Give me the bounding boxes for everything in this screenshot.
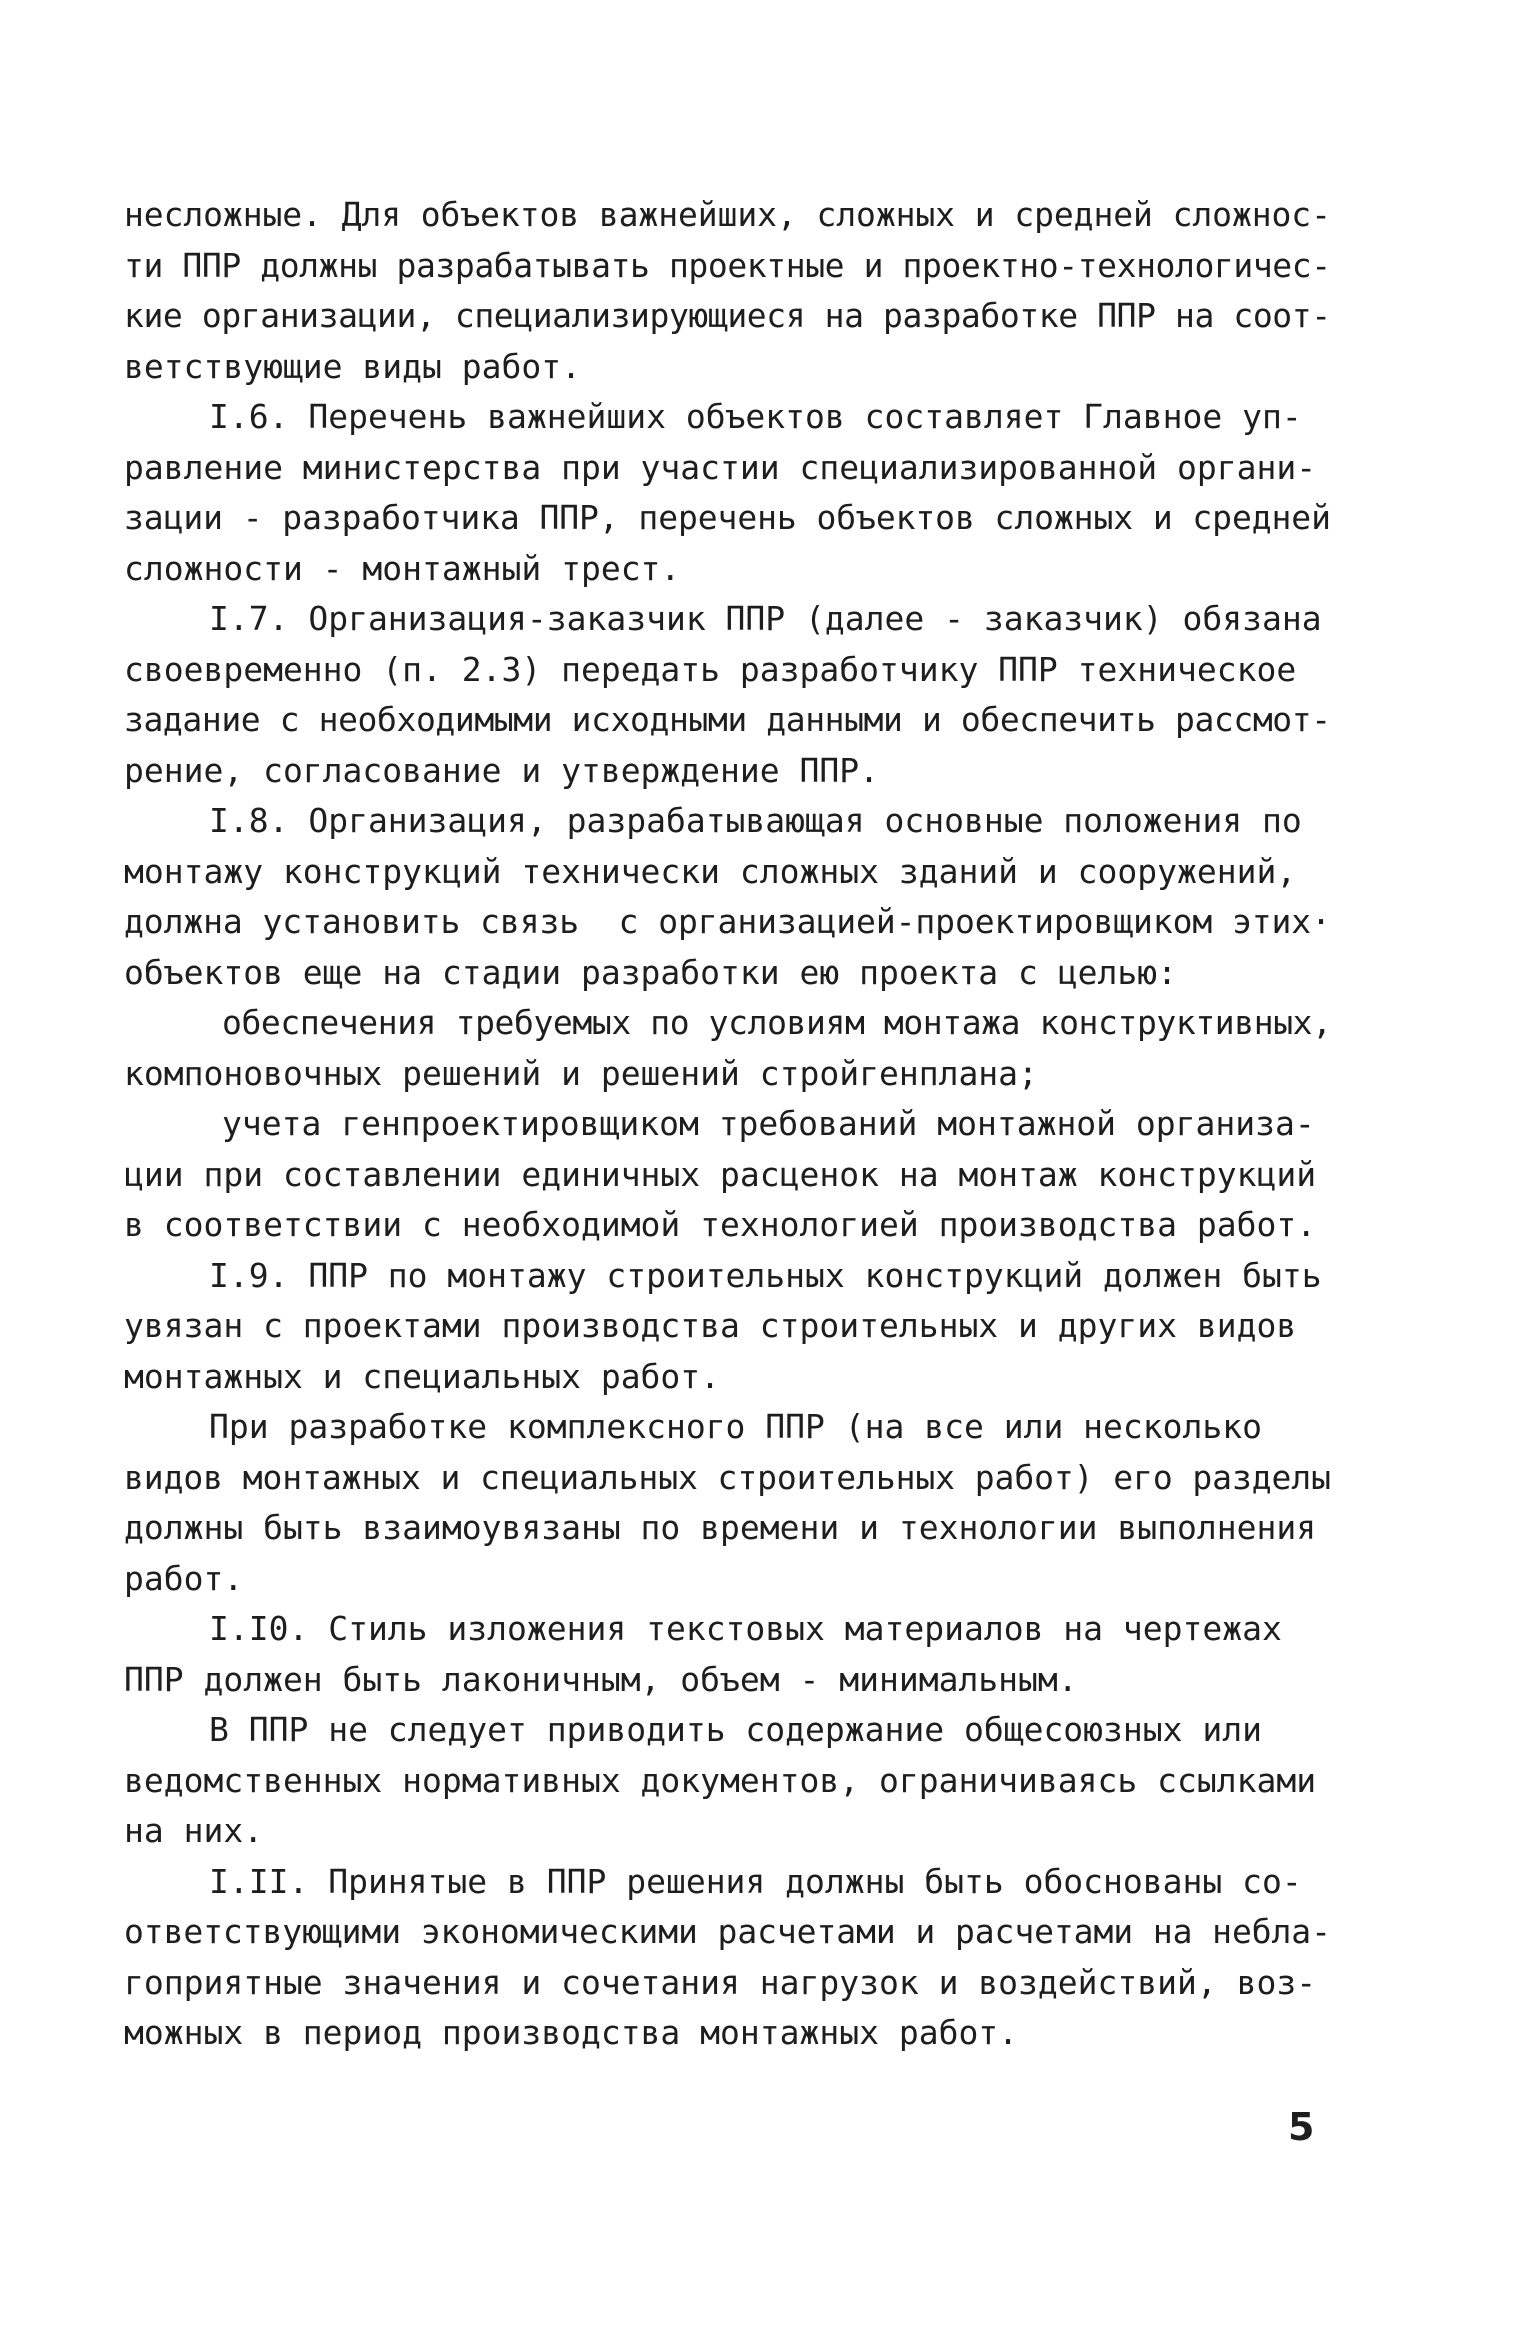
text-line: своевременно (п. 2.3) передать разработчику ППР техническое <box>124 649 1297 689</box>
paragraph-1-10-first-line: I.I0. Стиль изложения текстовых материалов на чертежах <box>209 1609 1282 1648</box>
text-line: гоприятные значения и сочетания нагрузок и воздействий, воз- <box>124 1962 1317 2002</box>
text-line: ветствующие виды работ. <box>124 346 581 386</box>
text-line: компоновочных решений и решений стройгенплана; <box>124 1053 1038 1093</box>
text-line: ти ППР должны разрабатывать проектные и проектно-технологичес- <box>124 245 1331 285</box>
paragraph-1-6-first-line: I.6. Перечень важнейших объектов составляет Главное уп- <box>209 397 1302 436</box>
text-line: ответствующими экономическими расчетами и расчетами на небла- <box>124 1912 1331 1951</box>
paragraph-first-line: В ППР не следует приводить содержание общесоюзных или <box>209 1710 1262 1749</box>
text-line: зации - разработчика ППР, перечень объектов сложных и средней <box>124 498 1331 537</box>
text-line: задание с необходимыми исходными данными и обеспечить рассмот- <box>124 700 1331 739</box>
list-item-first-line: учета генпроектировщиком требований монтажной организа- <box>222 1104 1315 1143</box>
text-line: монтажных и специальных работ. <box>124 1356 721 1396</box>
paragraph-1-8-first-line: I.8. Организация, разрабатывающая основные положения по <box>209 801 1302 840</box>
text-line: кие организации, специализирующиеся на разработке ППР на соот- <box>124 296 1331 335</box>
paragraph-1-9-first-line: I.9. ППР по монтажу строительных конструкций должен быть <box>209 1255 1322 1295</box>
text-line: несложные. Для объектов важнейших, сложных и средней сложнос- <box>124 195 1331 234</box>
text-line: ведомственных нормативных документов, ограничиваясь ссылками <box>124 1760 1317 1800</box>
paragraph-first-line: При разработке комплексного ППР (на все или несколько <box>209 1407 1262 1446</box>
list-item-first-line: обеспечения требуемых по условиям монтажа конструктивных, <box>222 1003 1332 1042</box>
text-line: увязан с проектами производства строительных и других видов <box>124 1306 1297 1345</box>
paragraph-1-11-first-line: I.II. Принятые в ППР решения должны быть обоснованы со- <box>209 1861 1302 1901</box>
text-line: в соответствии с необходимой технологией производства работ. <box>124 1205 1317 1244</box>
text-line: видов монтажных и специальных строительных работ) его разделы <box>124 1457 1331 1497</box>
text-line: равление министерства при участии специализированной органи- <box>124 447 1317 487</box>
page-number: 5 <box>1288 2105 1315 2149</box>
text-line: монтажу конструкций технически сложных зданий и сооружений, <box>124 851 1297 891</box>
text-line: ции при составлении единичных расценок на монтаж конструкций <box>124 1154 1317 1194</box>
document-body <box>124 190 1334 2059</box>
text-line: объектов еще на стадии разработки ею проекта с целью: <box>124 952 1177 992</box>
text-line: сложности - монтажный трест. <box>124 548 681 588</box>
paragraph-1-7-first-line: I.7. Организация-заказчик ППР (далее - заказчик) обязана <box>209 599 1322 638</box>
text-line: ППР должен быть лаконичным, объем - минимальным. <box>124 1659 1078 1699</box>
text-line: на них. <box>124 1811 264 1850</box>
text-line: работ. <box>124 1558 244 1598</box>
text-line: должны быть взаимоувязаны по времени и технологии выполнения <box>124 1508 1317 1547</box>
text-line: можных в период производства монтажных работ. <box>124 2013 1019 2052</box>
text-line: рение, согласование и утверждение ППР. <box>124 750 879 790</box>
text-line: должна установить связь с организацией-проектировщиком этих· <box>124 902 1331 941</box>
